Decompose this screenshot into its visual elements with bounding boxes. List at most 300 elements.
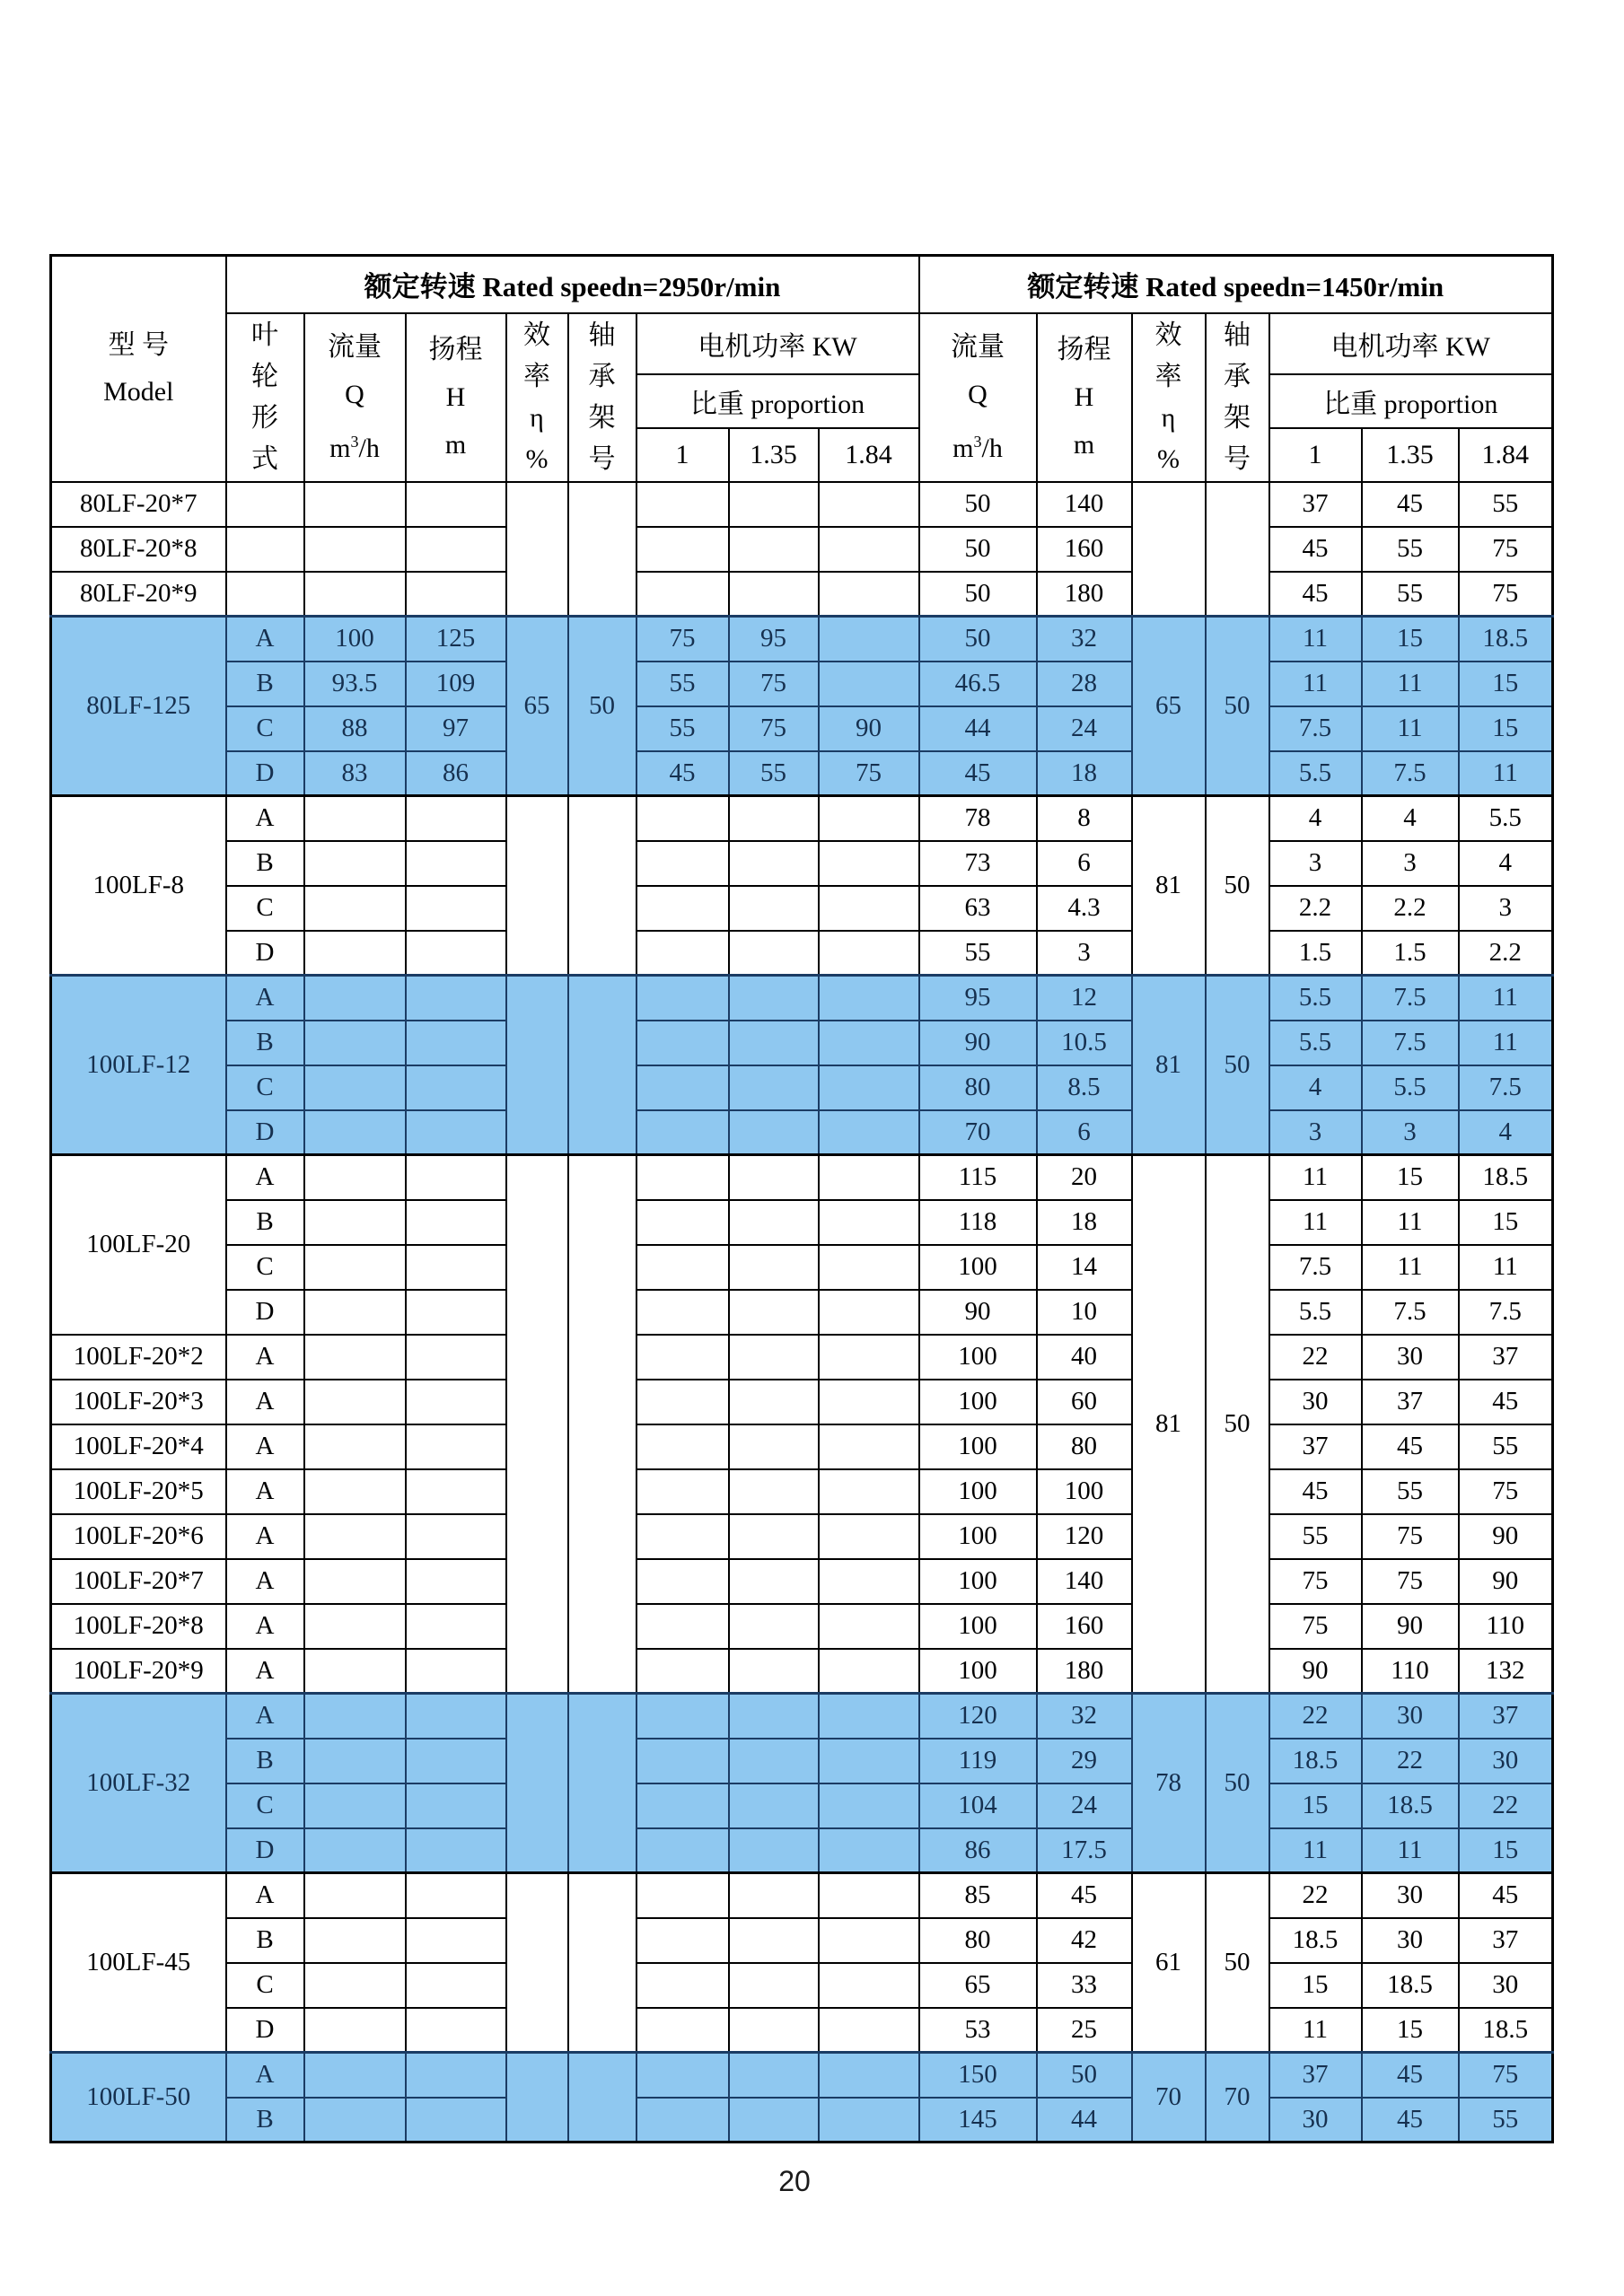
- bearing-2950-cell: [568, 1155, 636, 1694]
- power-2950-cell-2: [819, 482, 919, 527]
- power-1450-cell-0: 22: [1269, 1335, 1362, 1380]
- power-1450-cell-2: 75: [1459, 572, 1553, 617]
- head-2950-cell: [406, 1290, 506, 1335]
- model-cell: 100LF-20*4: [51, 1424, 226, 1469]
- power-1450-cell-2: 37: [1459, 1335, 1553, 1380]
- head-2950-cell: [406, 1963, 506, 2008]
- power-1450-cell-0: 4: [1269, 796, 1362, 841]
- power-1450-cell-2: 132: [1459, 1649, 1553, 1694]
- efficiency-header-right-char: 率: [1154, 361, 1182, 391]
- efficiency-1450-cell: 81: [1132, 1155, 1206, 1694]
- power-1450-cell-1: 4: [1362, 796, 1459, 841]
- flow-1450-cell: 65: [919, 1963, 1037, 2008]
- power-2950-cell-2: [819, 1828, 919, 1873]
- power-2950-cell-0: [636, 1110, 729, 1155]
- impeller-cell: C: [226, 706, 304, 751]
- model-cell: 80LF-20*8: [51, 527, 226, 572]
- flow-2950-cell: [304, 1335, 406, 1380]
- power-1450-cell-1: 30: [1362, 1335, 1459, 1380]
- flow-2950-cell: 88: [304, 706, 406, 751]
- table-row: [51, 886, 1553, 931]
- flow-1450-cell: 53: [919, 2008, 1037, 2053]
- power-2950-cell-2: [819, 1335, 919, 1380]
- efficiency-header-right-char: %: [1157, 443, 1180, 474]
- impeller-cell: D: [226, 751, 304, 796]
- model-cell: 100LF-45: [51, 1873, 226, 2053]
- power-1450-cell-1: 75: [1362, 1514, 1459, 1559]
- flow-header-right-unit-sup: 3: [973, 432, 982, 451]
- head-2950-cell: [406, 1739, 506, 1783]
- flow-2950-cell: [304, 1065, 406, 1110]
- efficiency-1450-cell: 81: [1132, 796, 1206, 976]
- power-2950-cell-1: [729, 1739, 819, 1783]
- flow-1450-cell: 115: [919, 1155, 1037, 1200]
- power-1450-cell-0: 1.5: [1269, 931, 1362, 976]
- power-1450-cell-2: 22: [1459, 1783, 1553, 1828]
- bearing-2950-cell: [568, 976, 636, 1155]
- flow-2950-cell: [304, 1290, 406, 1335]
- power-1450-cell-2: 15: [1459, 662, 1553, 706]
- power-2950-cell-0: [636, 1559, 729, 1604]
- power-2950-cell-2: [819, 1245, 919, 1290]
- power-2950-cell-1: [729, 2008, 819, 2053]
- power-1450-cell-0: 18.5: [1269, 1739, 1362, 1783]
- table-row: [51, 1200, 1553, 1245]
- impeller-cell: B: [226, 1918, 304, 1963]
- table-row: [51, 617, 1553, 662]
- head-1450-cell: 4.3: [1037, 886, 1132, 931]
- power-2950-cell-0: [636, 931, 729, 976]
- power-2950-cell-2: [819, 1918, 919, 1963]
- power-2950-cell-1: 75: [729, 706, 819, 751]
- power-2950-cell-1: [729, 931, 819, 976]
- head-1450-cell: 50: [1037, 2053, 1132, 2098]
- flow-2950-cell: [304, 2008, 406, 2053]
- proportion-header-right: 比重 proportion: [1269, 374, 1553, 428]
- flow-1450-cell: 100: [919, 1604, 1037, 1649]
- impeller-cell: A: [226, 617, 304, 662]
- power-1450-cell-1: 55: [1362, 527, 1459, 572]
- power-1450-cell-1: 7.5: [1362, 976, 1459, 1021]
- head-1450-cell: 14: [1037, 1245, 1132, 1290]
- flow-1450-cell: 55: [919, 931, 1037, 976]
- power-1450-cell-1: 3: [1362, 1110, 1459, 1155]
- power-2950-cell-0: [636, 2098, 729, 2143]
- power-2950-cell-1: [729, 1514, 819, 1559]
- flow-2950-cell: [304, 931, 406, 976]
- power-1450-cell-0: 7.5: [1269, 1245, 1362, 1290]
- power-1450-cell-1: 7.5: [1362, 1021, 1459, 1065]
- power-2950-cell-2: [819, 931, 919, 976]
- power-2950-cell-0: [636, 1335, 729, 1380]
- power-2950-cell-2: [819, 1694, 919, 1739]
- head-2950-cell: [406, 2008, 506, 2053]
- flow-1450-cell: 118: [919, 1200, 1037, 1245]
- power-2950-cell-0: [636, 1783, 729, 1828]
- flow-2950-cell: [304, 1200, 406, 1245]
- flow-1450-cell: 100: [919, 1245, 1037, 1290]
- head-2950-cell: [406, 2098, 506, 2143]
- power-2950-cell-2: [819, 976, 919, 1021]
- power-2950-cell-1: [729, 796, 819, 841]
- impeller-cell: D: [226, 2008, 304, 2053]
- power-2950-cell-1: [729, 1783, 819, 1828]
- power-2950-cell-1: [729, 1245, 819, 1290]
- model-cell: 100LF-20*2: [51, 1335, 226, 1380]
- head-1450-cell: 80: [1037, 1424, 1132, 1469]
- power-2950-cell-1: [729, 1200, 819, 1245]
- power-2950-cell-2: [819, 886, 919, 931]
- power-2950-cell-0: 55: [636, 662, 729, 706]
- power-2950-cell-2: [819, 1873, 919, 1918]
- flow-1450-cell: 78: [919, 796, 1037, 841]
- power-1450-cell-0: 45: [1269, 1469, 1362, 1514]
- bearing-frame-header-left: [568, 313, 636, 482]
- power-2950-cell-2: [819, 1559, 919, 1604]
- power-1450-cell-0: 11: [1269, 2008, 1362, 2053]
- impeller-cell: C: [226, 886, 304, 931]
- power-2950-cell-1: [729, 1828, 819, 1873]
- head-header-left-symbol: H: [445, 382, 466, 412]
- power-2950-cell-0: [636, 1021, 729, 1065]
- table-row: [51, 1828, 1553, 1873]
- impeller-cell: C: [226, 1783, 304, 1828]
- head-2950-cell: [406, 572, 506, 617]
- head-2950-cell: [406, 1783, 506, 1828]
- power-1450-cell-0: 30: [1269, 2098, 1362, 2143]
- efficiency-header-right-char: η: [1161, 402, 1176, 433]
- head-2950-cell: [406, 2053, 506, 2098]
- power-2950-cell-0: [636, 1424, 729, 1469]
- bearing-2950-cell: [568, 1873, 636, 2053]
- flow-2950-cell: [304, 1649, 406, 1694]
- table-row: [51, 841, 1553, 886]
- flow-1450-cell: 44: [919, 706, 1037, 751]
- flow-1450-cell: 46.5: [919, 662, 1037, 706]
- table-row: [51, 1739, 1553, 1783]
- power-1450-cell-0: 4: [1269, 1065, 1362, 1110]
- power-2950-cell-0: [636, 1155, 729, 1200]
- flow-2950-cell: 83: [304, 751, 406, 796]
- power-2950-cell-0: [636, 1290, 729, 1335]
- rated-speed-1450-header: 额定转速 Rated speedn=1450r/min: [919, 256, 1553, 313]
- power-2950-cell-2: [819, 2008, 919, 2053]
- table-row: [51, 976, 1553, 1021]
- power-1450-cell-2: 55: [1459, 482, 1553, 527]
- flow-1450-cell: 100: [919, 1514, 1037, 1559]
- head-2950-cell: [406, 1335, 506, 1380]
- power-1450-cell-2: 18.5: [1459, 1155, 1553, 1200]
- efficiency-1450-cell: 61: [1132, 1873, 1206, 2053]
- power-1450-cell-2: 18.5: [1459, 2008, 1553, 2053]
- head-1450-cell: 42: [1037, 1918, 1132, 1963]
- power-2950-cell-1: [729, 1963, 819, 2008]
- bearing-frame-header-left-char: 号: [588, 443, 616, 474]
- model-cell: 100LF-20: [51, 1155, 226, 1335]
- power-1450-cell-0: 5.5: [1269, 1290, 1362, 1335]
- power-2950-cell-2: [819, 1380, 919, 1424]
- head-header-right: [1037, 313, 1132, 482]
- table-row: [51, 706, 1553, 751]
- head-header-right-zh: 扬程: [1057, 335, 1111, 364]
- power-2950-cell-2: [819, 1021, 919, 1065]
- flow-2950-cell: [304, 482, 406, 527]
- head-2950-cell: 86: [406, 751, 506, 796]
- head-1450-cell: 140: [1037, 1559, 1132, 1604]
- power-1450-cell-2: 45: [1459, 1380, 1553, 1424]
- flow-1450-cell: 85: [919, 1873, 1037, 1918]
- power-2950-cell-0: [636, 976, 729, 1021]
- model-cell: 100LF-20*6: [51, 1514, 226, 1559]
- power-1450-cell-1: 45: [1362, 2098, 1459, 2143]
- table-row: [51, 1469, 1553, 1514]
- head-1450-cell: 160: [1037, 527, 1132, 572]
- head-2950-cell: [406, 841, 506, 886]
- efficiency-1450-cell: 81: [1132, 976, 1206, 1155]
- table-row: [51, 1065, 1553, 1110]
- flow-header-left-unit: $m^3/h$: [329, 432, 380, 463]
- efficiency-1450-cell: [1132, 482, 1206, 617]
- head-2950-cell: 125: [406, 617, 506, 662]
- head-header-left-zh: 扬程: [428, 335, 483, 364]
- power-1450-cell-1: 15: [1362, 1155, 1459, 1200]
- power-1450-cell-0: 5.5: [1269, 751, 1362, 796]
- head-1450-cell: 3: [1037, 931, 1132, 976]
- head-1450-cell: 24: [1037, 706, 1132, 751]
- flow-1450-cell: 100: [919, 1335, 1037, 1380]
- flow-1450-cell: 100: [919, 1649, 1037, 1694]
- power-2950-cell-0: [636, 1963, 729, 2008]
- power-2950-cell-2: [819, 1155, 919, 1200]
- power-1450-cell-0: 37: [1269, 1424, 1362, 1469]
- impeller-cell: [226, 527, 304, 572]
- flow-1450-cell: 80: [919, 1065, 1037, 1110]
- power-1450-cell-2: 2.2: [1459, 931, 1553, 976]
- table-row: [51, 931, 1553, 976]
- impeller-cell: A: [226, 1335, 304, 1380]
- power-2950-cell-1: [729, 1335, 819, 1380]
- power-1450-cell-0: 18.5: [1269, 1918, 1362, 1963]
- head-2950-cell: [406, 1155, 506, 1200]
- head-1450-cell: 32: [1037, 617, 1132, 662]
- power-2950-cell-0: [636, 1380, 729, 1424]
- model-cell: 100LF-20*3: [51, 1380, 226, 1424]
- flow-2950-cell: [304, 1380, 406, 1424]
- model-cell: 100LF-20*5: [51, 1469, 226, 1514]
- power-1450-cell-2: 4: [1459, 1110, 1553, 1155]
- head-1450-cell: 20: [1037, 1155, 1132, 1200]
- power-2950-cell-2: [819, 617, 919, 662]
- table-row: [51, 1424, 1553, 1469]
- head-2950-cell: [406, 1245, 506, 1290]
- flow-1450-cell: 150: [919, 2053, 1037, 2098]
- proportion-value-left-1: 1.35: [729, 428, 819, 482]
- power-2950-cell-1: 55: [729, 751, 819, 796]
- head-2950-cell: [406, 1828, 506, 1873]
- flow-1450-cell: 120: [919, 1694, 1037, 1739]
- power-2950-cell-2: [819, 572, 919, 617]
- power-2950-cell-0: [636, 841, 729, 886]
- model-label-zh: 型 号: [108, 329, 169, 360]
- head-1450-cell: 10.5: [1037, 1021, 1132, 1065]
- head-header-right-symbol: H: [1074, 382, 1094, 412]
- flow-2950-cell: [304, 1694, 406, 1739]
- efficiency-2950-cell: [506, 1873, 568, 2053]
- power-2950-cell-2: [819, 1200, 919, 1245]
- power-1450-cell-1: 18.5: [1362, 1783, 1459, 1828]
- model-cell: 80LF-20*9: [51, 572, 226, 617]
- power-1450-cell-1: 55: [1362, 1469, 1459, 1514]
- efficiency-header-left-char: 率: [523, 361, 550, 391]
- page-number: 20: [778, 2165, 811, 2197]
- flow-1450-cell: 100: [919, 1559, 1037, 1604]
- table-row: [51, 662, 1553, 706]
- bearing-1450-cell: 50: [1206, 1873, 1269, 2053]
- flow-2950-cell: [304, 1424, 406, 1469]
- table-row: [51, 796, 1553, 841]
- head-header-right-unit: m: [1073, 430, 1095, 460]
- power-2950-cell-2: [819, 1739, 919, 1783]
- bearing-1450-cell: 50: [1206, 1155, 1269, 1694]
- power-2950-cell-1: [729, 1604, 819, 1649]
- power-2950-cell-1: 95: [729, 617, 819, 662]
- power-1450-cell-1: 30: [1362, 1873, 1459, 1918]
- bearing-frame-header-right-char: 号: [1224, 443, 1251, 474]
- impeller-cell: A: [226, 1873, 304, 1918]
- flow-1450-cell: 86: [919, 1828, 1037, 1873]
- flow-2950-cell: 100: [304, 617, 406, 662]
- flow-header-left-unit-sup: 3: [350, 432, 359, 451]
- power-2950-cell-1: [729, 1649, 819, 1694]
- pump-spec-table: [49, 254, 1554, 2143]
- flow-2950-cell: [304, 1155, 406, 1200]
- head-2950-cell: [406, 1559, 506, 1604]
- power-1450-cell-0: 11: [1269, 1155, 1362, 1200]
- flow-header-right-unit: $m^3/h$: [952, 432, 1003, 463]
- power-2950-cell-0: [636, 2008, 729, 2053]
- table-row: [51, 1290, 1553, 1335]
- bearing-2950-cell: [568, 482, 636, 617]
- table-row: [51, 1245, 1553, 1290]
- power-1450-cell-0: 15: [1269, 1783, 1362, 1828]
- model-cell: 100LF-8: [51, 796, 226, 976]
- power-2950-cell-0: [636, 527, 729, 572]
- power-1450-cell-2: 3: [1459, 886, 1553, 931]
- power-2950-cell-0: [636, 1828, 729, 1873]
- power-2950-cell-1: [729, 482, 819, 527]
- impeller-cell: B: [226, 2098, 304, 2143]
- efficiency-header-left: [506, 313, 568, 482]
- power-1450-cell-2: 15: [1459, 706, 1553, 751]
- head-1450-cell: 8.5: [1037, 1065, 1132, 1110]
- power-2950-cell-2: [819, 527, 919, 572]
- impeller-cell: A: [226, 1155, 304, 1200]
- efficiency-header-right-char: 效: [1154, 320, 1182, 350]
- power-2950-cell-0: [636, 796, 729, 841]
- head-2950-cell: [406, 1873, 506, 1918]
- power-2950-cell-2: [819, 1604, 919, 1649]
- flow-1450-cell: 100: [919, 1469, 1037, 1514]
- power-1450-cell-1: 22: [1362, 1739, 1459, 1783]
- head-2950-cell: [406, 1110, 506, 1155]
- power-2950-cell-2: 75: [819, 751, 919, 796]
- power-1450-cell-1: 18.5: [1362, 1963, 1459, 2008]
- table-row: [51, 527, 1553, 572]
- flow-2950-cell: [304, 1514, 406, 1559]
- flow-2950-cell: [304, 1873, 406, 1918]
- power-1450-cell-0: 5.5: [1269, 976, 1362, 1021]
- power-1450-cell-2: 18.5: [1459, 617, 1553, 662]
- table-row: [51, 1873, 1553, 1918]
- table-row: [51, 1514, 1553, 1559]
- power-2950-cell-0: [636, 1649, 729, 1694]
- head-1450-cell: 24: [1037, 1783, 1132, 1828]
- flow-2950-cell: [304, 886, 406, 931]
- efficiency-1450-cell: 78: [1132, 1694, 1206, 1873]
- head-1450-cell: 10: [1037, 1290, 1132, 1335]
- head-2950-cell: [406, 1065, 506, 1110]
- head-2950-cell: [406, 886, 506, 931]
- power-2950-cell-2: 90: [819, 706, 919, 751]
- table-row: [51, 1604, 1553, 1649]
- model-cell: 80LF-20*7: [51, 482, 226, 527]
- bearing-1450-cell: 50: [1206, 976, 1269, 1155]
- power-1450-cell-0: 45: [1269, 527, 1362, 572]
- flow-1450-cell: 90: [919, 1021, 1037, 1065]
- power-1450-cell-0: 7.5: [1269, 706, 1362, 751]
- flow-header-right: [919, 313, 1037, 482]
- bearing-2950-cell: 50: [568, 617, 636, 796]
- power-2950-cell-1: [729, 1380, 819, 1424]
- power-2950-cell-1: [729, 572, 819, 617]
- head-1450-cell: 8: [1037, 796, 1132, 841]
- power-1450-cell-1: 7.5: [1362, 1290, 1459, 1335]
- power-2950-cell-1: [729, 2053, 819, 2098]
- power-1450-cell-1: 110: [1362, 1649, 1459, 1694]
- table-row: [51, 1155, 1553, 1200]
- impeller-cell: B: [226, 662, 304, 706]
- power-2950-cell-0: [636, 1918, 729, 1963]
- head-1450-cell: 180: [1037, 1649, 1132, 1694]
- head-1450-cell: 12: [1037, 976, 1132, 1021]
- impeller-type-header-char: 形: [251, 402, 278, 433]
- efficiency-2950-cell: 65: [506, 617, 568, 796]
- power-1450-cell-0: 15: [1269, 1963, 1362, 2008]
- impeller-cell: C: [226, 1065, 304, 1110]
- head-1450-cell: 18: [1037, 1200, 1132, 1245]
- power-1450-cell-1: 45: [1362, 482, 1459, 527]
- impeller-cell: A: [226, 1514, 304, 1559]
- power-1450-cell-2: 75: [1459, 527, 1553, 572]
- power-1450-cell-0: 75: [1269, 1559, 1362, 1604]
- proportion-value-right-1: 1.35: [1362, 428, 1459, 482]
- impeller-cell: [226, 482, 304, 527]
- power-2950-cell-2: [819, 1110, 919, 1155]
- efficiency-2950-cell: [506, 2053, 568, 2143]
- flow-2950-cell: [304, 1739, 406, 1783]
- power-2950-cell-1: [729, 886, 819, 931]
- power-2950-cell-0: 75: [636, 617, 729, 662]
- power-1450-cell-2: 90: [1459, 1514, 1553, 1559]
- motor-power-header-right: 电机功率 KW: [1269, 313, 1553, 374]
- table-row: [51, 1918, 1553, 1963]
- flow-2950-cell: [304, 1021, 406, 1065]
- power-1450-cell-2: 7.5: [1459, 1290, 1553, 1335]
- power-1450-cell-1: 90: [1362, 1604, 1459, 1649]
- model-cell: 100LF-50: [51, 2053, 226, 2143]
- bearing-1450-cell: 50: [1206, 617, 1269, 796]
- efficiency-header-left-char: 效: [523, 320, 550, 350]
